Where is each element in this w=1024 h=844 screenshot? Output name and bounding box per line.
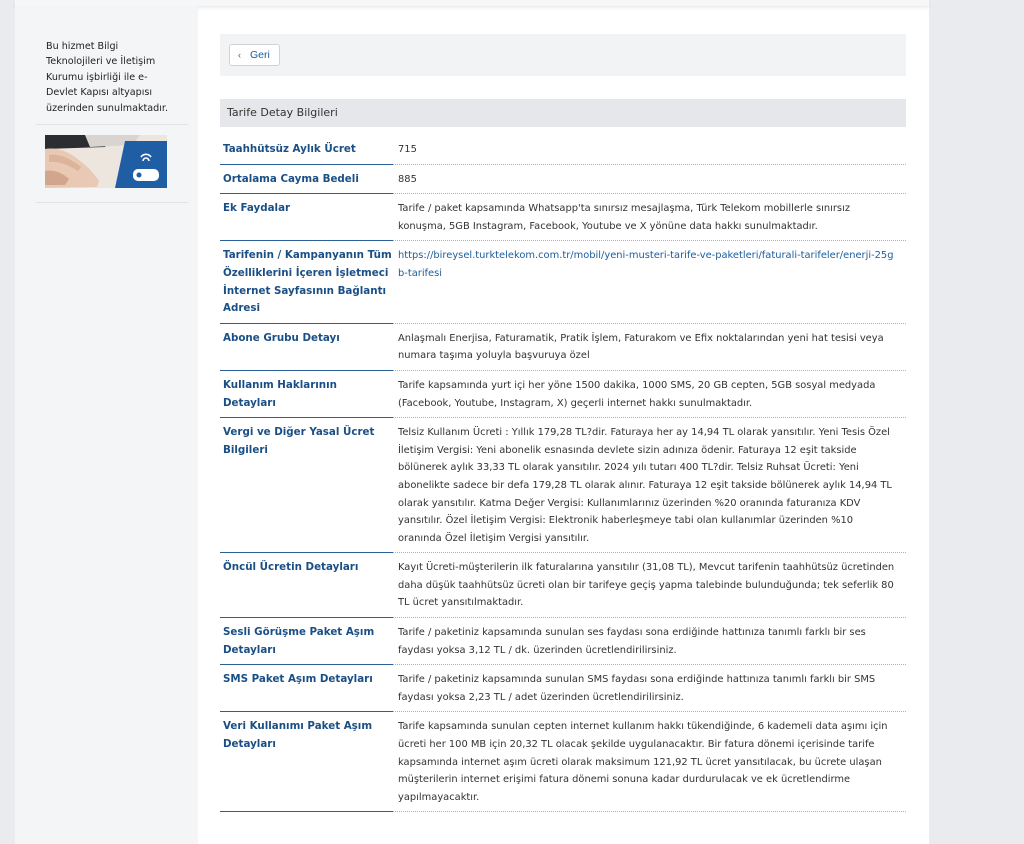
- sidebar: [15, 6, 198, 844]
- detail-row: [220, 324, 906, 371]
- sidebar-info-text: Bu hizmet Bilgi Teknolojileri ve İletişim Kurumu işbirliği ile e-Devlet Kapısı altyapısı üzerinden sunulmaktadır.: [46, 41, 169, 114]
- hand-touch-illustration-icon: [45, 135, 167, 188]
- tariff-link[interactable]: https://bireysel.turktelekom.com.tr/mobil/yeni-musteri-tarife-ve-paketleri/faturali-tarifeler/enerji-25gb-tarifesi: [398, 250, 894, 279]
- detail-row: [220, 418, 906, 553]
- detail-label: Sesli Görüşme Paket Aşım Detayları: [220, 618, 393, 665]
- detail-value: Tarife kapsamında yurt içi her yöne 1500 dakika, 1000 SMS, 20 GB cepten, 5GB sosyal medyada (Facebook, Youtube, Instagram, X) geçerli internet hakkı sunulmaktadır.: [398, 379, 876, 409]
- detail-value: Tarife / paketiniz kapsamında sunulan SMS faydası sona erdiğinde hattınıza tanımlı farklı bir SMS faydası yoksa 2,23 TL / adet üzerinden ücretlendirilirsiniz.: [398, 674, 876, 703]
- detail-row: [220, 241, 906, 323]
- detail-row: [220, 618, 906, 665]
- edevlet-banner-image[interactable]: [45, 135, 167, 188]
- detail-value: Kayıt Ücreti-müşterilerin ilk faturalarına yansıtılır (31,08 TL), Mevcut tarifenin taahhütsüz ücretinden daha düşük taahhütsüz ücreti olan bir tarifeye geçiş yapma talebinde bulunduğunda; tek seferlik 80 TL ücret yansıtılmaktadır.: [398, 562, 895, 609]
- page-container: [15, 0, 929, 844]
- detail-label: Vergi ve Diğer Yasal Ücret Bilgileri: [220, 418, 393, 553]
- chevron-left-icon: ‹: [238, 50, 241, 60]
- detail-label: Öncül Ücretin Detayları: [220, 553, 393, 618]
- detail-label: Ek Faydalar: [220, 194, 393, 241]
- detail-row: [220, 371, 906, 418]
- detail-value: Telsiz Kullanım Ücreti : Yıllık 179,28 TL?dir. Faturaya her ay 14,94 TL olarak yansıtılır. Yeni Tesis Özel İletişim Vergisi: Yeni abonelik esnasında devlete sizin adınıza ödenir. Faturaya 12 eşit takside bölünerek aylık 33,33 TL olarak yansıtılır. 2024 yılı tutarı 400 TL?dir. Telsiz Ruhsat Ücreti: Yeni abonelikte sadece bir defa 179,28 TL olarak alınır. Faturaya 12 eşit takside bölünerek aylık 14,94 TL olarak yansıtılır. Katma Değer Vergisi: Kullanımlarınız üzerinden %20 oranında faturanıza KDV yansıtılır. Özel İletişim Vergisi: Elektronik haberleşmeye tabi olan kullanımlar üzerinden %10 oranında Özel İletişim Vergisi yansıtılır.: [398, 427, 892, 544]
- detail-value: 885: [398, 173, 417, 185]
- back-button-label: Geri: [250, 49, 270, 61]
- detail-label: Taahhütsüz Aylık Ücret: [220, 135, 393, 165]
- sidebar-divider: [36, 202, 188, 203]
- section-title: Tarife Detay Bilgileri: [220, 99, 906, 127]
- detail-row: [220, 712, 906, 812]
- detail-row: [220, 553, 906, 618]
- back-bar: [220, 34, 906, 76]
- detail-row: [220, 165, 906, 195]
- detail-label: Ortalama Cayma Bedeli: [220, 165, 393, 195]
- detail-label: Kullanım Haklarının Detayları: [220, 371, 393, 418]
- detail-row: [220, 665, 906, 712]
- detail-label: Veri Kullanımı Paket Aşım Detayları: [220, 712, 393, 812]
- detail-value: Anlaşmalı Enerjisa, Faturamatik, Pratik İşlem, Faturakom ve Efix noktalarından yeni hat tesisi veya numara taşıma yoluyla başvuruya özel: [398, 332, 884, 362]
- detail-value: Tarife / paket kapsamında Whatsapp'ta sınırsız mesajlaşma, Türk Telekom mobillerle sınırsız konuşma, 5GB Instagram, Facebook, Youtube ve X yönüne data hakkı sunulmaktadır.: [398, 203, 850, 232]
- detail-label: SMS Paket Aşım Detayları: [220, 665, 393, 712]
- detail-row: [220, 135, 906, 165]
- tariff-details-table: [220, 135, 906, 812]
- detail-value: 715: [398, 144, 417, 155]
- detail-value: Tarife kapsamında sunulan cepten internet kullanım hakkı tükendiğinde, 6 kademeli data aşımı için ücreti her 100 MB için 20,32 TL olacak şekilde uygulanacaktır. Bir fatura dönemi içerisinde tarife kapsamında internet aşım ücreti olarak maksimum 121,92 TL ücret yansıtılacak, bu ücrete ulaşan müşterilerin internet erişimi fatura dönemi sonuna kadar durdurulacak ve ek ücretlendirme yapılmayacaktır.: [398, 721, 888, 803]
- sidebar-divider: [36, 124, 188, 125]
- back-button[interactable]: [229, 44, 280, 66]
- detail-label: Abone Grubu Detayı: [220, 324, 393, 371]
- detail-row: [220, 194, 906, 241]
- detail-label: Tarifenin / Kampanyanın Tüm Özelliklerini İçeren İşletmeci İnternet Sayfasının Bağlantı Adresi: [220, 241, 393, 323]
- detail-value: Tarife / paketiniz kapsamında sunulan ses faydası sona erdiğinde hattınıza tanımlı farklı bir ses faydası yoksa 3,12 TL / dk. üzerinden ücretlendirilirsiniz.: [398, 627, 866, 656]
